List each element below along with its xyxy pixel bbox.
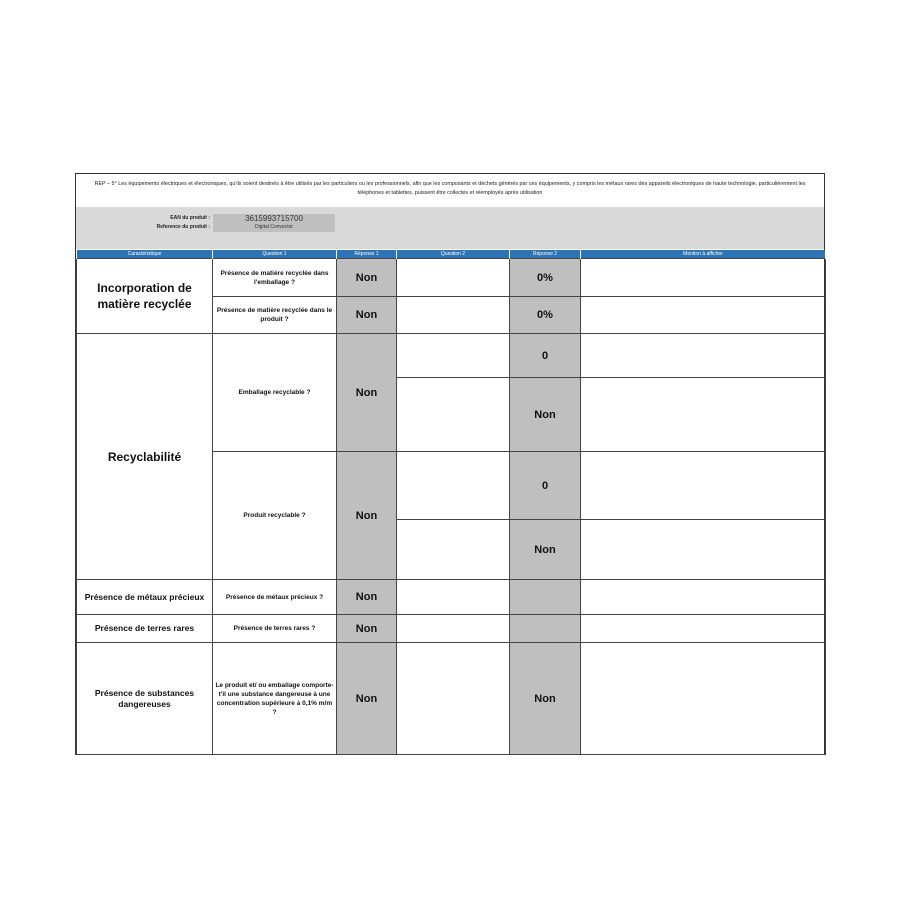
table-row: [77, 259, 826, 297]
ean-label: EAN du produit :: [170, 215, 210, 221]
question2-cell: [397, 615, 510, 643]
answer2-recycled-packaging: 0%: [510, 259, 581, 297]
question2-cell: [397, 259, 510, 297]
header-row: [77, 250, 826, 259]
declaration-table: [76, 250, 826, 755]
mention-cell: [581, 643, 826, 755]
answer1-product-recyclable: Non: [337, 452, 397, 580]
question2-cell: [397, 643, 510, 755]
header-reponse1: Réponse 1: [337, 250, 397, 259]
caract-dangerous-substances: Présence de substances dangereuses: [77, 643, 213, 755]
answer1-dangerous-substances: Non: [337, 643, 397, 755]
caract-recycled: Incorporation de matière recyclée: [77, 259, 213, 334]
mention-cell: [581, 297, 826, 334]
answer2-packaging-recyclable-a: 0: [510, 334, 581, 378]
answer2-product-recyclable-a: 0: [510, 452, 581, 520]
answer2-packaging-recyclable-b: Non: [510, 378, 581, 452]
question-rare-earths: Présence de terres rares ?: [213, 615, 337, 643]
reference-label: Reference du produit :: [156, 224, 210, 230]
caract-recyclability: Recyclabilité: [77, 334, 213, 580]
question-recycled-packaging: Présence de matière recyclée dans l'emballage ?: [213, 259, 337, 297]
header-caracteristique: Caractéristique: [77, 250, 213, 259]
question-dangerous-substances: Le produit et/ ou emballage comporte-t'il une substance dangereuse à une concentration supérieure à 0,1% m/m ?: [213, 643, 337, 755]
caract-precious-metals: Présence de métaux précieux: [77, 580, 213, 615]
mention-cell: [581, 615, 826, 643]
header-mention: Mention à afficher: [581, 250, 826, 259]
product-info-bar: [76, 207, 824, 249]
question2-cell: [397, 334, 510, 378]
mention-cell: [581, 452, 826, 520]
mention-cell: [581, 580, 826, 615]
question2-cell: [397, 378, 510, 452]
table-row: [77, 580, 826, 615]
question-recycled-product: Présence de matière recyclée dans le produit ?: [213, 297, 337, 334]
answer2-product-recyclable-b: Non: [510, 520, 581, 580]
table-row: [77, 334, 826, 378]
mention-cell: [581, 334, 826, 378]
intro-text: REP – 5° Les équipements électriques et électroniques, qu'ils soient destinés à être utilisés par les particuliers ou les professionnels, afin que les composants et déchets générés par ces équipements, y compris les métaux rares des appareils électroniques de haute technologie, particulièrement les téléphones et tablettes, puissent être collectés et réemployés après utilisation: [94, 181, 806, 196]
answer1-precious-metals: Non: [337, 580, 397, 615]
question-product-recyclable: Produit recyclable ?: [213, 452, 337, 580]
answer2-recycled-product: 0%: [510, 297, 581, 334]
question2-cell: [397, 297, 510, 334]
answer1-rare-earths: Non: [337, 615, 397, 643]
question-precious-metals: Présence de métaux précieux ?: [213, 580, 337, 615]
answer2-cell: [510, 580, 581, 615]
question2-cell: [397, 452, 510, 520]
table-row: [77, 615, 826, 643]
question-packaging-recyclable: Emballage recyclable ?: [213, 334, 337, 452]
table-row: [77, 643, 826, 755]
mention-cell: [581, 259, 826, 297]
answer1-recycled-product: Non: [337, 297, 397, 334]
header-reponse2: Réponse 2: [510, 250, 581, 259]
caract-rare-earths: Présence de terres rares: [77, 615, 213, 643]
question2-cell: [397, 580, 510, 615]
answer2-dangerous-substances: Non: [510, 643, 581, 755]
mention-cell: [581, 378, 826, 452]
ean-value: 3615993715700: [213, 214, 335, 223]
reference-value: Digital Convector: [213, 223, 335, 232]
mention-cell: [581, 520, 826, 580]
answer2-cell: [510, 615, 581, 643]
answer1-packaging-recyclable: Non: [337, 334, 397, 452]
declaration-sheet: [75, 173, 825, 755]
question2-cell: [397, 520, 510, 580]
header-question2: Question 2: [397, 250, 510, 259]
answer1-recycled-packaging: Non: [337, 259, 397, 297]
header-question1: Question 1: [213, 250, 337, 259]
